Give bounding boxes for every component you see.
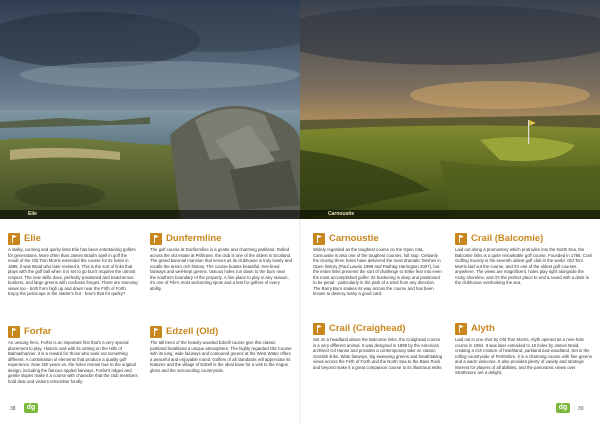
golf-flag-icon	[455, 323, 467, 335]
section-title-carnoustie: Carnoustie	[329, 232, 379, 244]
section-title-alyth: Alyth	[471, 322, 495, 334]
golf-flag-icon	[8, 326, 20, 338]
section-title-forfar: Forfar	[24, 325, 52, 337]
golf-flag-icon	[313, 233, 325, 245]
section-alyth	[455, 322, 593, 389]
page-gutter	[299, 219, 301, 424]
caption-right: Carnoustie	[328, 211, 355, 217]
golf-flag-icon	[455, 233, 467, 245]
dg-logo-left: dg	[24, 403, 38, 413]
page-number-right: 39	[578, 406, 584, 412]
dg-logo-right: dg	[556, 403, 570, 413]
section-body-dunfermline: The golf course at Dunfermline is a gentle and charming parkland. Rolled across the old estate at Pitfirrane, the club is one of the oldest in Scotland. The grand baronial mansion that serves as its clubhouse is truly lovely and recalls the area's rich history. The course boasts beautiful, tree-lined fairways and well-kept greens. Various holes run down to the burn near the southern boundary of the property. A fine place to play in any season, it's one of Fife's most welcoming spots and a test for golfers of every ability.	[150, 247, 292, 291]
section-body-edzell: The tall trees of the heavily wooded Edzell course give this classic parkland heathland a unique atmosphere. The highly regarded Old Course with its long, wide fairways and contoured greens at the West Water offers a peaceful and enjoyable round. Golfers of all standards will appreciate its features and the village of Edzell is the ideal base for a visit to the Angus glens and the surrounding countryside.	[150, 340, 292, 373]
caption-bar-right	[300, 210, 600, 219]
page-number-left: 38	[10, 406, 16, 412]
section-body-crail-craighead: Set on a headland above the Balcomie links, the Craighead course is a very different animal. It was designed in 1998 by the American architect Gil Hanse and provides a contemporary take on classic Scottish links. Wide fairways, big sweeping greens and breathtaking views across the Firth of Forth and the North Sea to the Bass Rock and beyond make it a great companion course to its illustrious elder.	[313, 337, 443, 370]
elie-coast-photo	[0, 0, 300, 219]
section-body-carnoustie: Widely regarded as the toughest course on the Open rota, Carnoustie is also one of the toughest courses, full stop. Certainly the closing three holes have delivered the most dramatic finishes in Open history (Paul Lawrie 1999 and Padraig Harrington 2007), but the entire links presents the sort of challenge to strike fear into even the most accomplished golfer. Its bunkering is deep and positioned to be penal - particularly in the path of a wind from any direction. The Barry Burn snakes its way across the course and has been known to destroy many a good card.	[313, 247, 442, 296]
section-title-elie: Elie	[24, 232, 41, 244]
golf-flag-icon	[150, 233, 162, 245]
carnoustie-links-photo	[300, 0, 600, 219]
section-title-edzell: Edzell (Old)	[166, 325, 219, 337]
section-crail-balcomie	[455, 232, 593, 315]
caption-bar-left	[0, 210, 300, 219]
section-body-alyth: Laid out in one shot by Old Tom Morris, Alyth opened as a nine-hole course in 1894. It was later extended to 18 holes by James Braid, creating a rich mixture of heathland, parkland and woodland. Set in the rolling countryside of Perthshire, it is a charming course with fine greens and a warm welcome. It also provides plenty of variety and strategic interest for players of all abilities, and the panoramic views over Strathmore are a delight.	[455, 337, 592, 375]
golf-flag-icon	[150, 326, 162, 338]
section-title-dunfermline: Dunfermline	[166, 232, 222, 244]
section-dunfermline	[150, 232, 292, 309]
section-elie	[8, 232, 138, 309]
golf-flag-icon	[8, 233, 20, 245]
caption-left: Elie	[28, 211, 37, 217]
section-crail-craighead	[313, 322, 443, 389]
section-body-crail-balcomie: Laid out along a promontory which protrudes into the North Sea, the Balcomie links is a quite remarkable golf course. Founded in 1786, Crail Golfing Society is the seventh oldest golf club in the world. Old Tom Morris laid out the course, and it's one of the oldest golf courses anywhere. The views are magnificent, holes play right alongside the rocky shoreline, and it's the perfect place to end a round with a drink in the clubhouse overlooking the sea.	[455, 247, 592, 285]
golf-flag-icon	[313, 323, 325, 335]
section-body-elie: A stalky, cunning and quirky links Elie has been entertaining golfers for generations. More often than James Braid's spell in golf the result of the Old Tom Morris extended the course for its holes in 1895, it was Braid who later revised it. This is the sort of links that plays with the golf ball when it is set to go but it requires the utmost respect. The new skills does, perfectly positioned and treacherous bunkers, and large greens with confuses fringes. There are stunning views too - both from high up and down near the Firth of Forth. Enjoy the periscope in the starter's hut - how's that for quirky?	[8, 247, 138, 296]
section-title-crail-craighead: Crail (Craighead)	[329, 322, 406, 334]
section-title-crail-balcomie: Crail (Balcomie)	[471, 232, 544, 244]
section-carnoustie	[313, 232, 443, 315]
section-body-forfar: An unsung hero, Forfar is an important first that's a very special placement to play. Historic and with its setting on the Hills of Balmashanner, it is a reward for those who seek out something different. A combination of elements that produce a quality golf experience. Now 150 years on, the holes remain true to the original design, including the famous rippled fairways. Forfar's ridges and gentle slopes make it a course with character that the club members hold dear and visitors remember fondly.	[8, 340, 138, 384]
section-edzell	[150, 325, 292, 390]
section-forfar	[8, 325, 138, 390]
